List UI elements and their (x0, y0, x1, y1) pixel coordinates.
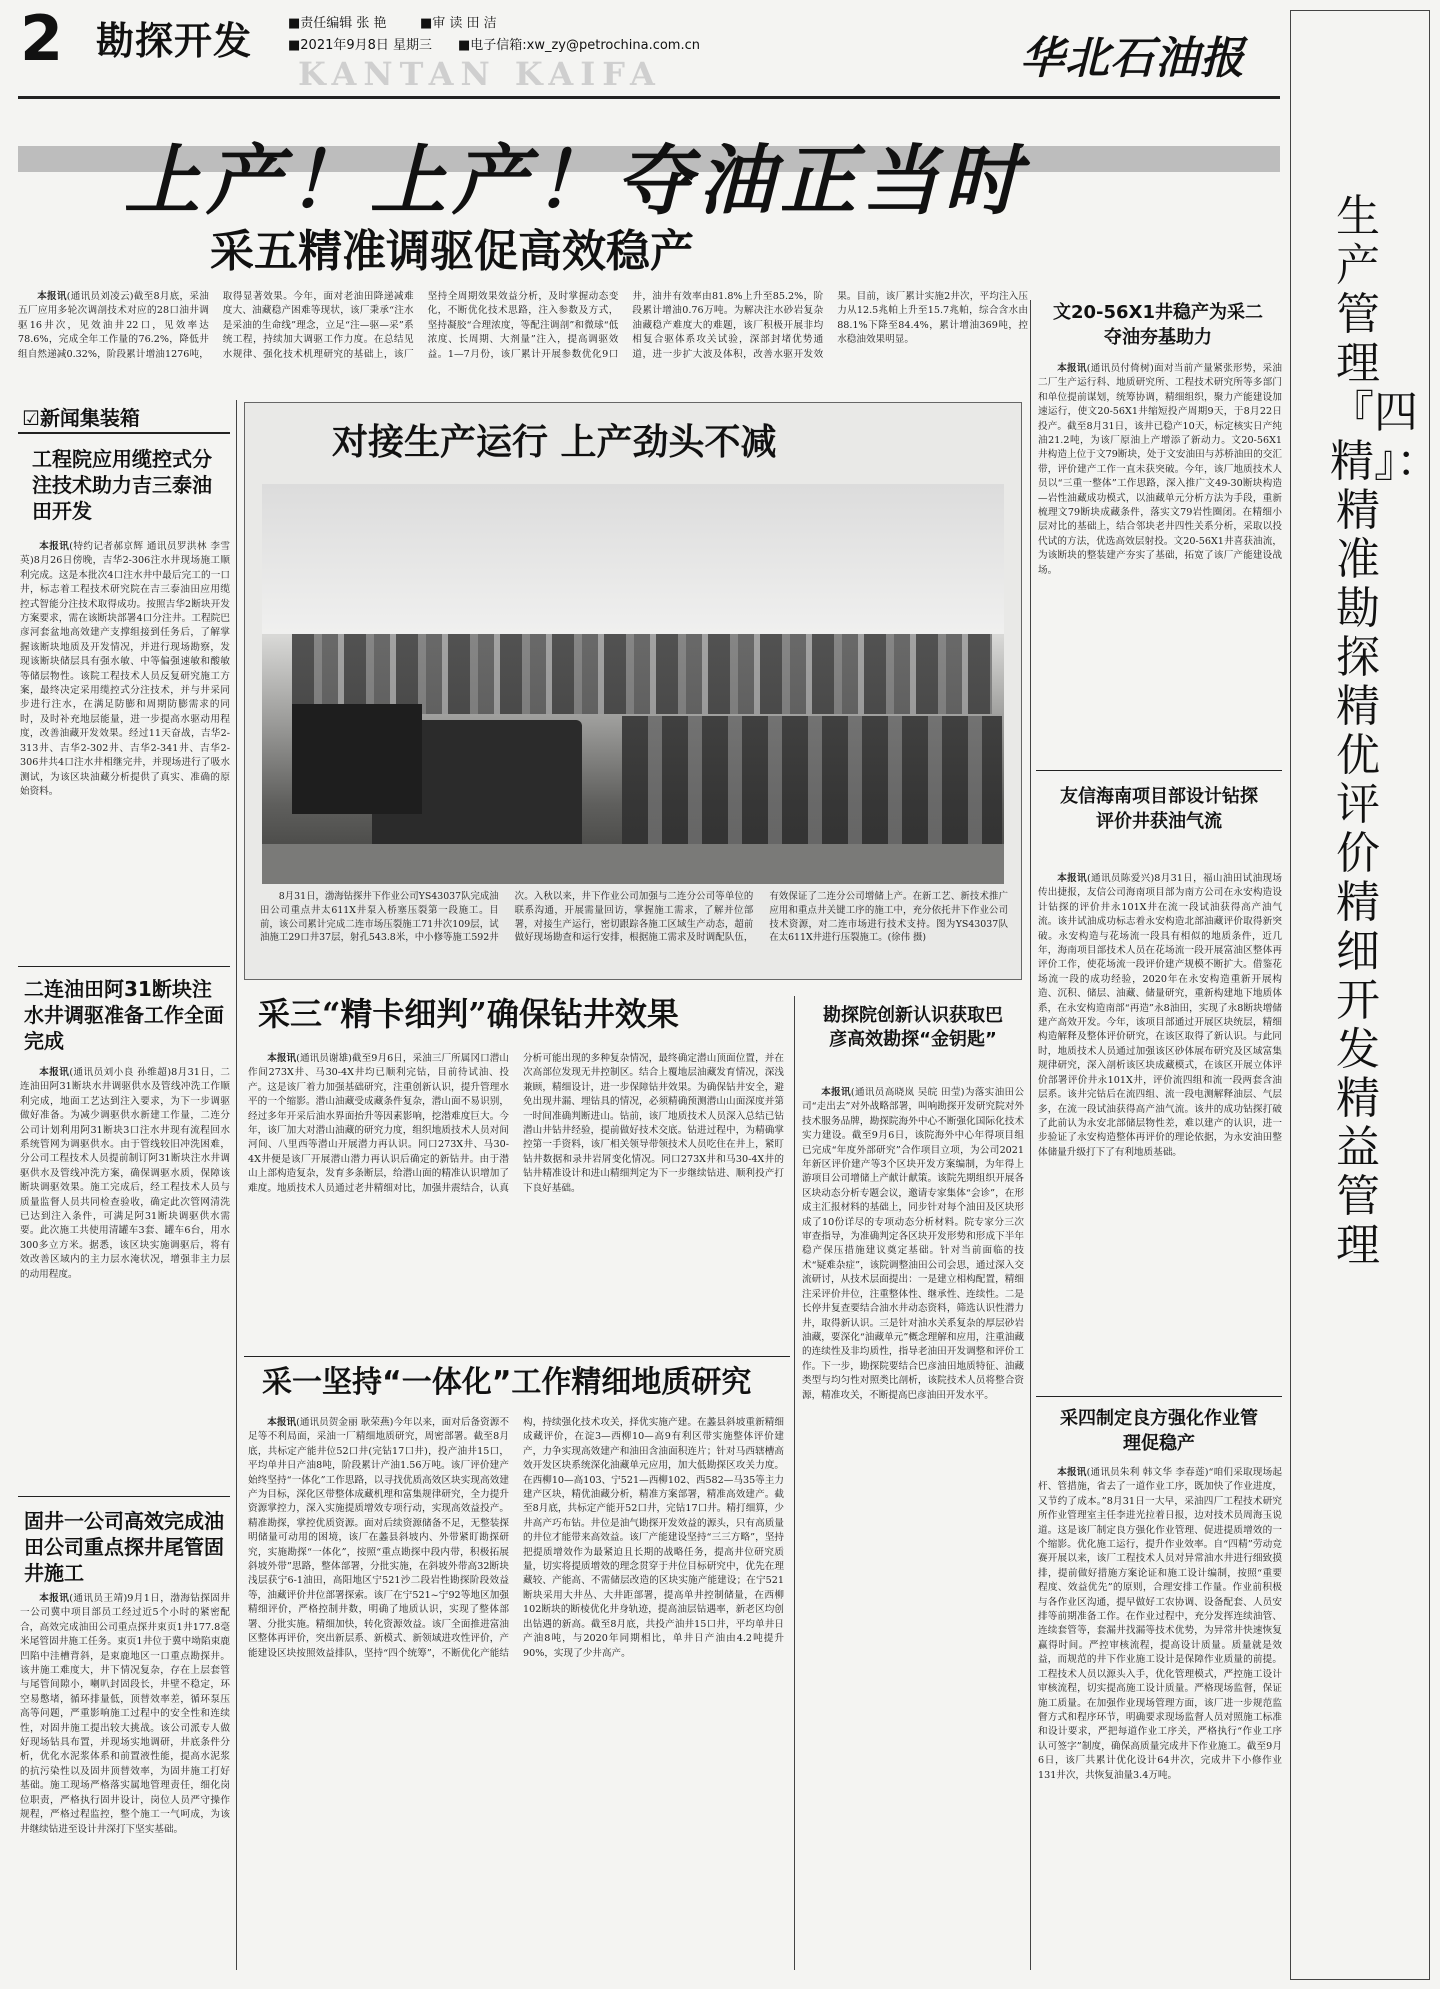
photo-truck-body (292, 704, 422, 814)
photo-caption-text: 8月31日，渤海钻探井下作业公司YS43037队完成油田公司重点井太611X井泵入桥塞压裂第一段施工。目前，该公司累计完成二连市场压裂施工71井次109层，试油施工29口井37层，射孔543.8米，中小修等施工592井次。入秋以来，井下作业公司加强与二连分公司等单位的联系沟通，开展需量回访，掌握施工需求，了解并位部署，对接生产运行，密切跟踪各施工区域生产动态，超前做好现场勘查和运行安排，根据施工需求及时调配队伍，有效保证了二连分公司增储上产。在新工艺、新技术推广应用和重点井关键工序的施工中，充分依托井下作业公司技术资源，对二连市场进行技术支持。图为YS43037队在太611X井进行压裂施工。 (260, 891, 1008, 944)
photo-tank-row (622, 716, 1002, 846)
lead-body (18, 290, 1028, 378)
mid-divider (794, 996, 795, 1970)
mid-text-2: (通讯员贺金丽 耿荣燕)今年以来，面对后备资源不足等不利局面，采油一厂精细地质研究，周密部署。截至8月底，共标定产能井位52口井(完钻17口井)，投产油井15口，平均单井日产油8吨，阶段累计产油1.56万吨。该厂评价建产始终坚持“一体化”工作思路，以寻找优质高效区块实现高效建产为目标，深化区带整体成藏机理和富集规律研究，全力提升资源掌控力，深入实施提质增效专项行动，实现高效益投产。精准勘探，掌控优质资源。面对后续资源储备不足，无整装探明储量可动用的困境，该厂在蠡县斜坡内、外带紧盯勘探研究，实施勘探“一体化”，按照“重点勘探中段内带，积极拓展斜坡外带”思路，整体部署，分批实施，在斜坡外带高32断块浅层获宁6-1油田，高阳地区宁521沙二段岩性勘探阶段效益等，油藏评价井位部署探索。该厂在宁521~宁92等地区加强精细评价，严格控制井数，明确了地质认识，实现了整体部署、分批实施。精细加快，转化资源效益。该厂全面推进富油区整体再评价，突出新层系、新模式、新领域进攻性评价，产能建设区块按照效益排队，坚持“四个统筹”，不断优化产能结构，持续强化技术攻关，择优实施产建。在蠡县斜坡重新精细成藏评价，在淀3—西柳10—高9有利区带实施整体评价建产，力争实现高效建产和油田含油面积连片；针对马西辖槽高效开发区块系统深化油藏单元应用，加大低勘探区攻关力度。在西柳10—高103、宁521—西柳102、西582—马35等主力建产区块，精优油藏分析，精准方案部署，精准高效建产。截至8月底，共标定产能开52口井，完钻17口井。精打细算，少井高产巧布钻。井位是油气勘探开发效益的源头，只有高质量的井位才能带来高效益。该厂产能建设坚持“三三方略”，坚持把提质增效作为最紧迫且长期的战略任务，提高井位研究质量，切实将提质增效的理念贯穿于井位目标研究中，优先在理藏较、产能高、不需储层改造的区块实施产能建设；在宁521断块采用大井丛、大井距部署，提高单井控制储量，在西柳102断块的断棱优化井身轨迹，提高油层钻遇率，新老区均创出钻遇的新高。截至8月底，共投产油井15口井，平均单井日产油8吨，与2020年同期相比，单井日产油由4.2吨提升90%，实现了少井高产。 (248, 1417, 784, 1659)
news-box-text: 新闻集装箱 (39, 406, 140, 430)
col1-byline-1: 本报讯 (39, 541, 70, 552)
lead-text: (通讯员刘凌云)截至8月底，采油五厂应用多轮次调剖技术对应的28口油井调驱16井次，见效油井22口，见效率达78.6%，完成全年工作量的76.2%，降低井组自然递减0.32%，阶段累计增油1276吨，取得显著效果。今年，面对老油田降递减难度大、油藏稳产困难等现状，该厂秉承“注水是采油的生命线”理念，立足“注—驱—采”系统工程，持续加大调驱工作力度。在总结见水规律、强化技术机理研究的基础上，该厂坚持全周期效果效益分析，及时掌握动态变化，不断优化技术思路，注入参数及方式，坚持凝胶“合理浓度，等配注调剖”和微球“低浓度、长周期、大剂量”注入，提高调驱效益。1—7月份，该厂累计开展参数优化9口井，油井有效率由81.8%上升至85.2%，阶段累计增油0.76万吨。为解决注水砂岩复杂油藏稳产难度大的难题，该厂积极开展非均相复合驱体系攻关试验，深部封堵优势通道，进一步扩大波及体积，改善水驱开发效果。目前，该厂累计实施2井次，平均注入压力从12.5兆帕上升至15.7兆帕，综合含水由88.1%下降至84.4%，累计增油369吨，控水稳油效果明显。 (18, 291, 1028, 360)
photo-ground (262, 844, 1004, 884)
section-title: 勘探开发 (96, 19, 253, 63)
issue-date: ■2021年9月8日 星期三 (288, 38, 433, 53)
col1-headline-1: 工程院应用缆控式分注技术助力吉三泰油田开发 (32, 447, 212, 523)
col1-text-1: (特约记者郝京辉 通讯员罗洪林 李雪英)8月26日傍晚，吉华2-306注水井现场施工顺利完成。这是本批次4口注水井中最后完工的一口井，标志着工程技术研究院在吉三泰油田应用缆控式智能分注技术取得成功。按照吉华2断块开发方案要求，需在该断块部署4口分注井。工程院巴彦河套盆地高效建产支撑组接到任务后，了解掌握该断块地质及开发情况，并进行现场勘察，发现该断块储层具有强水敏、中等偏强速敏和酸敏等储层物性。该院工程技术人员反复研究施工方案，最终决定采用缆控式分注技术，并与井采同步进行注水，在满足防膨和周期防膨需求的同时，及时补充地层能量，进一步提高水驱动用程度，改善油藏开发效果。经过11天奋战，吉华2-313井、吉华2-302井、吉华2-341井、吉华2-306井共4口注水井相继完井，并现场进行了吸水测试，为该区块油藏分析提供了真实、准确的原始资料。 (20, 541, 231, 797)
mid-headline-2: 采一坚持“一体化”工作精细地质研究 (262, 1365, 752, 1400)
reviewer: ■审 读 田 洁 (420, 16, 497, 31)
mid-body-3 (802, 1086, 1024, 1970)
col1-body-3 (20, 1592, 230, 1970)
col-divider-right (1030, 300, 1031, 1970)
right-text-3: (通讯员朱利 韩文华 李春莲)“咱们采取现场起杆、管措施，省去了一道作业工序，既加快了作业进度，又节约了成本。”8月31日一大早，采油四厂工程技术研究所作业管理室主任李进光拉着日报，边对技术员周海玉说道。这是该厂制定良方强化作业管理、促进提质增效的一个缩影。优化施工运行，提升作业效率。自“四精”劳动竞赛开展以来，该厂工程技术人员对异常油水井进行细致摸排，提前做好措施方案论证和施工设计编制，按照“重要程度、效益优先”的原则，合理安排工作量。作业前积极与各作业区沟通，提早做好工农协调、设备配套、人员安排等前期准备工作。在作业过程中，充分发挥连续油管、连续套管等，套漏井找漏等技术优势，为异常井快速恢复赢得时间。严控审核流程，提高设计质量。质量就是效益，而规范的井下作业施工设计是保障作业质量的前提。工程技术人员以源头入手，优化管理模式，严控施工设计审核流程，切实提高施工设计质量。严格现场监督，保证施工质量。在加强作业现场管理方面，该厂进一步规范监督方式和程序环节，明确要求现场监督人员对照施工标准和设计要求，严把每道作业工序关，严格执行“作业工序认可签字”制度，确保高质量完成井下作业施工。截至9月6日，该厂共累计优化设计64井次，完成井下小修作业131井次，共恢复油量3.4万吨。 (1038, 1467, 1282, 1781)
mid-body-2 (248, 1416, 784, 1970)
mid-byline-1: 本报讯 (267, 1053, 297, 1064)
email: ■电子信箱:xw_zy@petrochina.com.cn (458, 38, 700, 53)
col1-headline-2: 二连油田阿31断块注水井调驱准备工作全面完成 (24, 977, 224, 1053)
banner-title: 上产！上产！夺油正当时 (124, 136, 1026, 225)
mid-text-1: (通讯员谢雄)截至9月6日，采油三厂所属冈口潜山作间273X井、马30-4X井均已顺利完钻，目前待试油、投产。这是该厂着力加强基础研究，注重创新认识，提升管理水平的一个缩影。潜山油藏受成藏条件复杂，潜山面不易识别，经过多年开采后油水界面抬升等因素影响，挖潜难度巨大。今年，该厂加大对潜山油藏的研究力度，组织地质技术人员对间河间、八里西等潜山开展潜力再认识。同口273X井、马30-4X井便是该厂开展潜山潜力再认识后确定的新钻井。由于潜山上部构造复杂，发育多条断层，给潜山面的精准认识增加了难度。地质技术人员通过老井精细对比，加强井震结合，认真分析可能出现的多种复杂情况，最终确定潜山顶面位置，并在次高部位发现无井控制区。结合上覆地层油藏发育情况，深浅兼顾，精细设计，进一步保障钻井效果。为确保钻井安全，避免出现井漏、埋钻具的情况，必须精确预测潜山山面深度并第一时间准确判断进山。钻前，该厂地质技术人员深入总结已钻潜山井钻井经验，提前做好技术交底。钻进过程中，为精确掌控第一手资料，该厂相关领导带领技术人员吃住在井上，紧盯钻井数据和录井岩屑变化情况。同口273X井和马30-4X井的钻井精准设计和进山精细判定为下一步继续钻进、顺利投产打下良好基础。 (248, 1053, 784, 1194)
photo-story-headline: 对接生产运行 上产劲头不减 (332, 421, 777, 463)
col1-headline-3: 固井一公司高效完成油田公司重点探井尾管固井施工 (24, 1509, 224, 1585)
right-byline-2: 本报讯 (1057, 873, 1087, 884)
masthead-logo: 华北石油报 (1020, 33, 1245, 84)
right-headline-2: 友信海南项目部设计钻探评价井获油气流 (1060, 786, 1258, 832)
col1-text-2: (通讯员刘小良 孙维超)8月31日，二连油田阿31断块水井调驱供水及管线冲洗工作顺利完成，地面工艺达到注入要求，为下一步调驱做好准备。为减少调驱供水新建工作量，二连分公司计划利用阿31断块3口注水井现有流程回水系统管网为调驱供水。由于管线较旧冲洗困难，分公司工程技术人员提前制订阿31断块注水井调驱供水及管线冲洗方案，确保调驱水质，保障该断块调驱效果。施工完成后，经工程技术人员与质量监督人员共同检查验收，确定此次管网清洗已达到注入条件，可满足阿31断块调驱供水需要。此次施工共使用清罐车3套、罐车6台，用水300多立方米。据悉，该区块实施调驱后，将有效改善区域内的主力层水淹状况，增强非主力层的动用程度。 (20, 1067, 230, 1280)
photo-caption (260, 890, 1008, 976)
lead-headline: 采五精准调驱促高效稳产 (210, 226, 694, 277)
editor: ■责任编辑 张 艳 (288, 16, 387, 31)
page-number: 2 (20, 2, 64, 75)
col1-text-3: (通讯员王靖)9月1日，渤海钻探固井一公司冀中项目部员工经过近5个小时的紧密配合，高效完成油田公司重点探井束页1井177.8毫米尾管固井施工任务。束页1井位于冀中坳陷束鹿凹陷中洼槽背斜，是束鹿地区一口重点勘探井。该井施工难度大，井下情况复杂，存在上层套管与尾管间隙小，喇叭封固段长，井壁不稳定，环空易憋堵，循环排量低，顶替效率差，循环泵压高等问题，严重影响施工过程中的安全性和连续性，对固井施工提出较大挑战。该公司派专人做好现场钻具布置，并现场实地调研，井底条件分析，优化水泥浆体系和前置液性能，提高水泥浆的抗污染性以及固井顶替效率，为固井施工打好基础。施工现场严格落实属地管理责任，细化岗位职责，严格执行固井设计，岗位人员严守操作规程，严格过程监控，整个施工一气呵成，为该井继续钻进至设计井深打下坚实基础。 (20, 1593, 230, 1835)
col1-byline-2: 本报讯 (39, 1067, 70, 1078)
right-text-2: (通讯员陈爱兴)8月31日，福山油田试油现场传出捷报，友信公司海南项目部为南方公司在永安构造设计钻探的评价井永101X井在流一段试油获得高产油气流。该井试油成功标志着永安构造北部油藏评价取得新突破。永安构造与花场流一段具有相似的地质条件，近几年，海南项目部技术人员在花场流一段开展富油区整体再评价工作，使花场流一段评价建产规模不断扩大。借鉴花场流一段的成功经验，2020年在永安构造重新开展构造、沉积、储层、油藏、储量研究，重新构建地下地质体系，在永安构造南部“再造”永8油田，实现了永8断块增储建产高效开发。今年，该项目部通过开展区块统层，精细构造解释及整体评价研究，在该区取得了新认识。与此同时，地质技术人员通过加强该区砂体展布研究及区域富集规律研究，深入剖析该区块成藏模式，在该区开展立体评价部署评价井永101X井，评价流四组和流一段两套含油层系。该井完钻后在流四组、流一段电测解释油层、气层多，在流一段试油获得高产油气流。该井的成功钻探打破了此前认为永安北部储层物性差，难以建产的认识，进一步验证了永安构造整体再评价的理论依据，为永安油田整体储量升级打下了有利地质基础。 (1038, 873, 1283, 1158)
right-rule-2 (1036, 1396, 1282, 1397)
section-pinyin: KANTAN KAIFA (298, 55, 662, 93)
right-body-2 (1038, 872, 1282, 1386)
col-divider-left (236, 400, 237, 1970)
right-body-3 (1038, 1466, 1282, 1970)
right-text-1: (通讯员付倚树)面对当前产量紧张形势，采油二厂生产运行科、地质研究所、工程技术研究所等多部门和单位提前谋划，统筹协调，精细组织，聚力产能建设加速运行，使文20-56X1井缩短投产周期9天，于8月22日投产。截至8月31日，该井已稳产10天，标定核实日产纯油21.2吨，为该厂原油上产增添了新动力。文20-56X1井构造上位于文79断块，处于文安油田与苏桥油田的交汇带，评价建产工作一直未获突破。今年，该厂地质技术人员以“三重一整体”工作思路，深入推广文49-30断块构造—岩性油藏成功模式，以油藏单元分析方法为手段，重新梳理文79断块成藏条件，落实文79岩性圈闭。在精细小层对比的基础上，结合邻块老井四性关系分析，采取以投代试的方法，优选高效层射投。文20-56X1井喜获油流，为该断块的整装建产夯实了基础，拓宽了该厂产能建设战场。 (1038, 363, 1282, 576)
news-box-rule (18, 432, 230, 434)
mid-rule (244, 1356, 790, 1357)
lead-byline: 本报讯 (37, 291, 67, 302)
mid-byline-2: 本报讯 (267, 1417, 297, 1428)
col1-rule-1 (18, 966, 230, 967)
photo-credit: (徐伟 摄) (887, 932, 927, 944)
mid-headline-3: 勘探院创新认识获取巴彦高效勘探“金钥匙” (823, 1005, 1003, 1050)
right-rule-1 (1036, 770, 1282, 771)
side-title: 生产管理『四精』：精准勘探 精优评价 精细开发 精益管理 (1330, 191, 1440, 1271)
col1-rule-2 (18, 1496, 230, 1497)
right-body-1 (1038, 362, 1282, 758)
site-photo (262, 484, 1004, 884)
photo-equipment-row (292, 634, 992, 714)
mid-text-3: (通讯员高晓岚 吴皖 田莹)为落实油田公司“走出去”对外战略部署，叫响勘探开发研究院对外技术服务品牌，勘探院海外中心不断强化国际化技术实力建设。截至9月6日，该院海外中心年得项目组已完成“年度外部研究”合作项目立项，为公司2021年新区评价建产等3个区块开发方案编制，为年得上游项目公司增储上产献计献策。该院先期组织开展各区块动态分析专题会议，邀请专家集体“会诊”，在形成主汇报材料的基础上，同步针对每个油田及区块形成了10份详尽的专项动态分析材料。院专家分三次审查指导，为准确判定各区块开发形势和形成下半年稳产保压措施建议奠定基础。针对当前面临的技术“疑难杂症”，该院调整油田公司会思，通过深入交流研讨，从技术层面提出：一是建立相构配置，精细注采评价井位，注重整体性、继承性、连续性。二是长停井复查要结合油水井动态资料，筛选认识性潜力井，取得新认识。三是针对油水关系复杂的厚层砂岩油藏，要深化“油藏单元”概念理解和应用，注重油藏的连续性及非均质性，指导老油田开发调整和评价工作。下一步，勘探院要结合巴彦油田地质特征、油藏类型与均匀性对照类比剖析，该院技术人员将整合资源，精准攻关，不断提高巴彦油田开发水平。 (802, 1087, 1024, 1401)
mid-body-1 (248, 1052, 784, 1348)
news-box-label (22, 402, 140, 431)
right-byline-3: 本报讯 (1057, 1467, 1087, 1478)
col1-body-1 (20, 540, 230, 958)
col1-body-2 (20, 1066, 230, 1486)
mid-byline-3: 本报讯 (821, 1087, 851, 1098)
right-headline-1: 文20-56X1井稳产为采二夺油夯基助力 (1053, 302, 1263, 348)
header-rule (18, 96, 1280, 99)
right-byline-1: 本报讯 (1057, 363, 1087, 374)
mid-headline-1: 采三“精卡细判”确保钻井效果 (258, 995, 679, 1033)
photo-sky (262, 484, 1004, 634)
col1-byline-3: 本报讯 (39, 1593, 70, 1604)
news-box-icon: ☑ (22, 406, 40, 430)
right-headline-3: 采四制定良方强化作业管理促稳产 (1060, 1408, 1258, 1454)
